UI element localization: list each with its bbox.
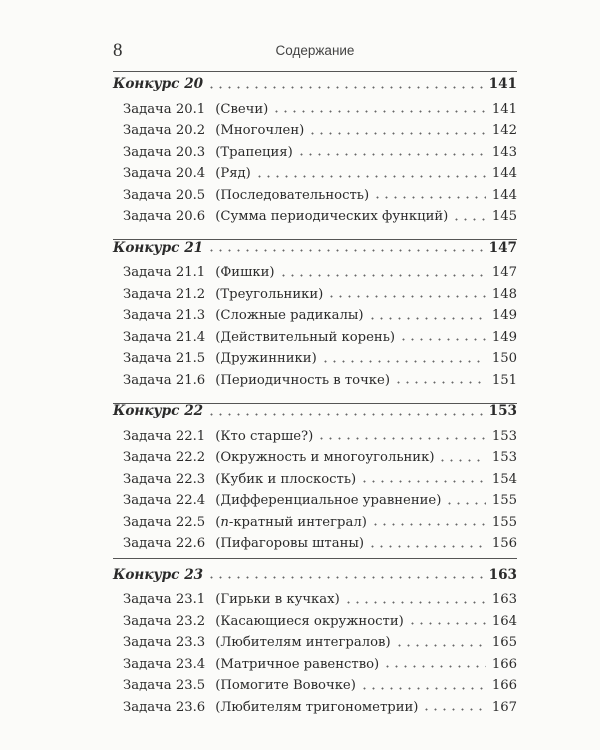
entry-title: (Фишки) bbox=[215, 265, 275, 280]
toc-entry[interactable] bbox=[113, 490, 517, 512]
entry-title-suffix: -кратный интеграл) bbox=[228, 514, 367, 530]
dot-leader bbox=[207, 86, 483, 89]
entry-title-prefix: ( bbox=[215, 514, 221, 530]
entry-label: Задача 22.1 bbox=[123, 428, 206, 444]
section-title: Конкурс 22 bbox=[113, 403, 204, 419]
toc-section-heading[interactable] bbox=[113, 74, 517, 96]
page-ref: 167 bbox=[491, 699, 517, 715]
dot-leader bbox=[373, 196, 486, 199]
page-ref: 141 bbox=[491, 101, 517, 117]
page-ref: 153 bbox=[491, 428, 517, 444]
page-ref: 151 bbox=[491, 372, 517, 388]
dot-leader bbox=[399, 338, 486, 341]
entry-title: (Кубик и плоскость) bbox=[215, 471, 357, 487]
entry-label: Задача 22.5 bbox=[123, 514, 206, 530]
page-ref: 149 bbox=[491, 308, 517, 323]
toc-entry[interactable] bbox=[113, 163, 517, 185]
entry-label: Задача 22.4 bbox=[123, 493, 206, 508]
entry-title-variable: n bbox=[220, 514, 229, 530]
toc-entry[interactable] bbox=[113, 142, 517, 164]
entry-title: (Любителям интегралов) bbox=[215, 635, 391, 650]
entry-title: (Помогите Вовочке) bbox=[215, 678, 356, 693]
page-ref: 142 bbox=[491, 123, 517, 138]
page-ref: 147 bbox=[488, 239, 517, 256]
entry-label: Задача 23.4 bbox=[123, 656, 206, 672]
dot-leader bbox=[327, 295, 486, 298]
entry-title: (Пифагоровы штаны) bbox=[215, 536, 365, 551]
toc-section bbox=[113, 565, 517, 719]
dot-leader bbox=[422, 708, 485, 711]
dot-leader bbox=[408, 622, 486, 625]
page-ref: 147 bbox=[491, 265, 517, 280]
entry-label: Задача 20.1 bbox=[123, 101, 206, 117]
page-ref: 165 bbox=[491, 635, 517, 650]
entry-title: (Периодичность в точке) bbox=[215, 372, 390, 388]
entry-title: (Матричное равенство) bbox=[215, 656, 380, 672]
page-ref: 149 bbox=[491, 329, 517, 345]
page-header bbox=[113, 40, 517, 64]
entry-label: Задача 23.5 bbox=[123, 678, 206, 693]
entry-title: (Действительный корень) bbox=[215, 329, 396, 345]
entry-label: Задача 23.1 bbox=[123, 592, 206, 607]
toc-entry[interactable] bbox=[113, 589, 517, 611]
dot-leader bbox=[371, 523, 486, 526]
entry-title: (Многочлен) bbox=[215, 123, 305, 138]
entry-title: (Окружность и многоугольник) bbox=[215, 450, 435, 465]
page-ref: 156 bbox=[491, 536, 517, 551]
toc-entry[interactable] bbox=[113, 262, 517, 284]
dot-leader bbox=[344, 601, 486, 604]
toc-entry[interactable] bbox=[113, 284, 517, 306]
toc-entry[interactable] bbox=[113, 348, 517, 370]
toc-entry[interactable] bbox=[113, 611, 517, 633]
entry-title: (Дружинники) bbox=[215, 351, 317, 366]
toc-section bbox=[113, 238, 517, 392]
page-ref: 143 bbox=[491, 144, 517, 160]
entry-label: Задача 21.6 bbox=[123, 372, 206, 388]
dot-leader bbox=[272, 110, 486, 113]
entry-title bbox=[215, 515, 367, 530]
entry-label: Задача 21.3 bbox=[123, 308, 206, 323]
toc-entry[interactable] bbox=[113, 512, 517, 534]
entry-label: Задача 20.5 bbox=[123, 187, 206, 203]
page-ref: 166 bbox=[491, 656, 517, 672]
entry-label: Задача 23.6 bbox=[123, 699, 206, 715]
entry-title: (Гирьки в кучках) bbox=[215, 592, 340, 607]
dot-leader bbox=[207, 413, 483, 416]
dot-leader bbox=[452, 218, 485, 221]
page-ref: 144 bbox=[491, 187, 517, 203]
entry-title: (Свечи) bbox=[215, 101, 269, 117]
page-ref: 153 bbox=[491, 450, 517, 465]
entry-label: Задача 20.2 bbox=[123, 123, 206, 138]
dot-leader bbox=[317, 437, 486, 440]
entry-label: Задача 20.4 bbox=[123, 166, 206, 181]
entry-label: Задача 22.2 bbox=[123, 450, 206, 465]
page-ref: 144 bbox=[491, 166, 517, 181]
toc-entry[interactable] bbox=[113, 469, 517, 491]
toc-entry[interactable] bbox=[113, 370, 517, 392]
section-title: Конкурс 20 bbox=[113, 76, 204, 92]
toc-entry[interactable] bbox=[113, 447, 517, 469]
page-ref: 141 bbox=[488, 76, 517, 92]
page-number: 8 bbox=[113, 40, 123, 61]
dot-leader bbox=[207, 576, 483, 579]
dot-leader bbox=[360, 480, 486, 483]
page-ref: 150 bbox=[491, 351, 517, 366]
entry-title: (Любителям тригонометрии) bbox=[215, 699, 419, 715]
toc-section bbox=[113, 401, 517, 555]
entry-label: Задача 23.3 bbox=[123, 635, 206, 650]
page-ref: 148 bbox=[491, 286, 517, 302]
dot-leader bbox=[368, 545, 486, 548]
entry-label: Задача 20.3 bbox=[123, 144, 206, 160]
entry-label: Задача 22.6 bbox=[123, 536, 206, 551]
entry-title: (Сложные радикалы) bbox=[215, 308, 364, 323]
page-ref: 166 bbox=[491, 678, 517, 693]
entry-label: Задача 23.2 bbox=[123, 613, 206, 629]
toc-section-heading[interactable] bbox=[113, 238, 517, 260]
dot-leader bbox=[395, 644, 486, 647]
toc-entry[interactable] bbox=[113, 426, 517, 448]
dot-leader bbox=[255, 175, 486, 178]
entry-title: (Дифференциальное уравнение) bbox=[215, 493, 442, 508]
toc-section bbox=[113, 74, 517, 228]
toc-entry[interactable] bbox=[113, 185, 517, 207]
dot-leader bbox=[445, 502, 485, 505]
toc-section-heading[interactable] bbox=[113, 565, 517, 587]
toc-section-heading[interactable] bbox=[113, 401, 517, 423]
entry-title: (Последовательность) bbox=[215, 187, 370, 203]
page-ref: 163 bbox=[488, 566, 517, 583]
entry-label: Задача 21.4 bbox=[123, 329, 206, 345]
toc-entry[interactable] bbox=[113, 99, 517, 121]
toc-entry[interactable] bbox=[113, 327, 517, 349]
page-ref: 153 bbox=[488, 403, 517, 419]
page-ref: 155 bbox=[491, 493, 517, 508]
page-ref: 164 bbox=[491, 613, 517, 629]
dot-leader bbox=[368, 317, 486, 320]
entry-title: (Ряд) bbox=[215, 166, 251, 181]
entry-label: Задача 21.1 bbox=[123, 265, 206, 280]
entry-title: (Касающиеся окружности) bbox=[215, 613, 404, 629]
section-title: Конкурс 23 bbox=[113, 566, 204, 583]
dot-leader bbox=[297, 153, 486, 156]
entry-title: (Сумма периодических функций) bbox=[215, 209, 449, 224]
table-of-contents bbox=[113, 74, 517, 728]
dot-leader bbox=[438, 459, 485, 462]
toc-entry[interactable] bbox=[113, 675, 517, 697]
running-title: Содержание bbox=[275, 43, 355, 58]
dot-leader bbox=[321, 360, 486, 363]
entry-label: Задача 22.3 bbox=[123, 471, 206, 487]
toc-entry[interactable] bbox=[113, 120, 517, 142]
toc-entry[interactable] bbox=[113, 654, 517, 676]
entry-label: Задача 21.5 bbox=[123, 351, 206, 366]
page-ref: 163 bbox=[491, 592, 517, 607]
dot-leader bbox=[207, 249, 483, 252]
toc-entry[interactable] bbox=[113, 533, 517, 555]
dot-leader bbox=[383, 665, 486, 668]
page-ref: 154 bbox=[491, 471, 517, 487]
page-ref: 145 bbox=[491, 209, 517, 224]
entry-title: (Трапеция) bbox=[215, 144, 293, 160]
toc-entry[interactable] bbox=[113, 206, 517, 228]
entry-label: Задача 20.6 bbox=[123, 209, 206, 224]
dot-leader bbox=[394, 381, 486, 384]
entry-title: (Кто старше?) bbox=[215, 428, 314, 444]
toc-entry[interactable] bbox=[113, 305, 517, 327]
section-title: Конкурс 21 bbox=[113, 239, 204, 256]
dot-leader bbox=[308, 132, 486, 135]
dot-leader bbox=[279, 274, 486, 277]
entry-title: (Треугольники) bbox=[215, 286, 324, 302]
page-ref: 155 bbox=[491, 514, 517, 530]
divider-rule bbox=[113, 71, 517, 72]
toc-entry[interactable] bbox=[113, 632, 517, 654]
entry-label: Задача 21.2 bbox=[123, 286, 206, 302]
dot-leader bbox=[360, 687, 486, 690]
toc-entry[interactable] bbox=[113, 697, 517, 719]
